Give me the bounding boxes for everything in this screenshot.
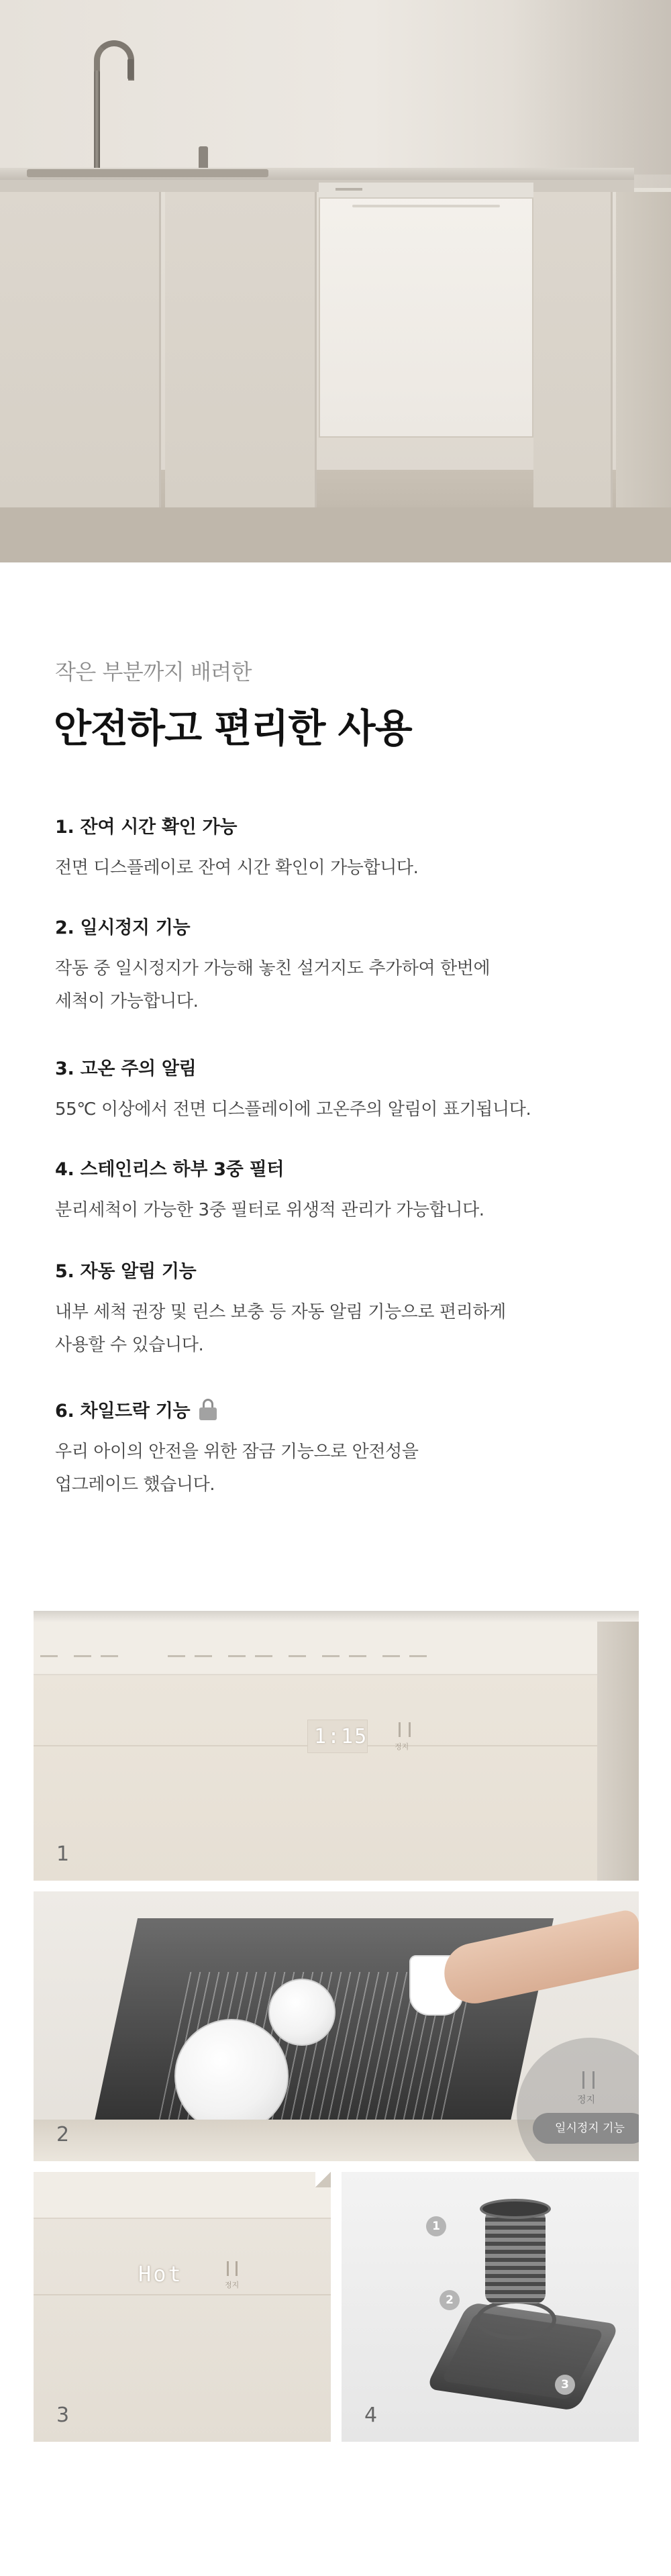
hero-kitchen-image xyxy=(0,0,671,562)
feature-child-lock xyxy=(55,1396,419,1501)
feature-description: 작동 중 일시정지가 가능해 놓친 설거지도 추가하여 한번에 세척이 가능합니다. xyxy=(55,958,491,1011)
callout-3: 3 xyxy=(555,2375,575,2395)
pause-label: 정지 xyxy=(577,2095,596,2106)
section-title: 안전하고 편리한 사용 xyxy=(54,705,412,751)
filter-cylinder xyxy=(485,2210,546,2303)
filter-ring xyxy=(476,2299,556,2340)
section-subtitle: 작은 부분까지 배려한 xyxy=(55,659,252,685)
photo-pause-function xyxy=(34,1891,639,2161)
feature-title: 4. 스테인리스 하부 3중 필터 xyxy=(55,1159,285,1180)
lock-icon xyxy=(199,1399,217,1420)
photo-hot-alert-display xyxy=(34,2172,331,2442)
bowl xyxy=(268,1979,336,2046)
feature-title: 6. 차일드락 기능 xyxy=(55,1396,419,1422)
photo-remaining-time-display xyxy=(34,1611,639,1881)
pause-label: 정지 xyxy=(395,1742,409,1751)
feature-title: 1. 잔여 시간 확인 가능 xyxy=(55,817,238,838)
feature-title: 5. 자동 알림 기능 xyxy=(55,1261,197,1282)
pause-icon xyxy=(399,1722,411,1737)
plate xyxy=(174,2019,289,2133)
pause-function-label: 일시정지 기능 xyxy=(555,2122,625,2135)
pause-label: 정지 xyxy=(225,2281,240,2289)
callout-1: 1 xyxy=(426,2216,446,2236)
feature-remaining-time xyxy=(55,812,419,885)
pause-icon xyxy=(582,2071,595,2089)
feature-description: 분리세척이 가능한 3중 필터로 위생적 관리가 가능합니다. xyxy=(55,1200,484,1220)
feature-description: 전면 디스플레이로 잔여 시간 확인이 가능합니다. xyxy=(55,858,419,878)
feature-pause xyxy=(55,913,490,1018)
feature-description: 55℃ 이상에서 전면 디스플레이에 고온주의 알림이 표기됩니다. xyxy=(55,1099,531,1120)
time-display: 1:15 xyxy=(314,1725,368,1748)
feature-description: 내부 세척 권장 및 린스 보충 등 자동 알림 기능으로 편리하게 사용할 수 있습니다. xyxy=(55,1302,506,1355)
photo-number: 3 xyxy=(56,2404,70,2427)
hot-display: Hot xyxy=(138,2261,183,2287)
photo-number: 1 xyxy=(56,1842,70,1866)
pause-icon xyxy=(227,2261,238,2276)
feature-description: 우리 아이의 안전을 위한 잠금 기능으로 안전성을 업그레이드 했습니다. xyxy=(55,1442,419,1495)
feature-auto-alert xyxy=(55,1256,506,1362)
feature-high-temp-alert xyxy=(55,1054,531,1126)
feature-triple-filter xyxy=(55,1154,484,1227)
callout-2: 2 xyxy=(440,2290,460,2310)
feature-title: 3. 고온 주의 알림 xyxy=(55,1058,197,1079)
photo-number: 4 xyxy=(364,2404,378,2427)
photo-triple-filter xyxy=(342,2172,639,2442)
feature-title: 2. 일시정지 기능 xyxy=(55,918,191,938)
photo-number: 2 xyxy=(56,2123,70,2146)
dishwasher-front xyxy=(319,183,533,438)
